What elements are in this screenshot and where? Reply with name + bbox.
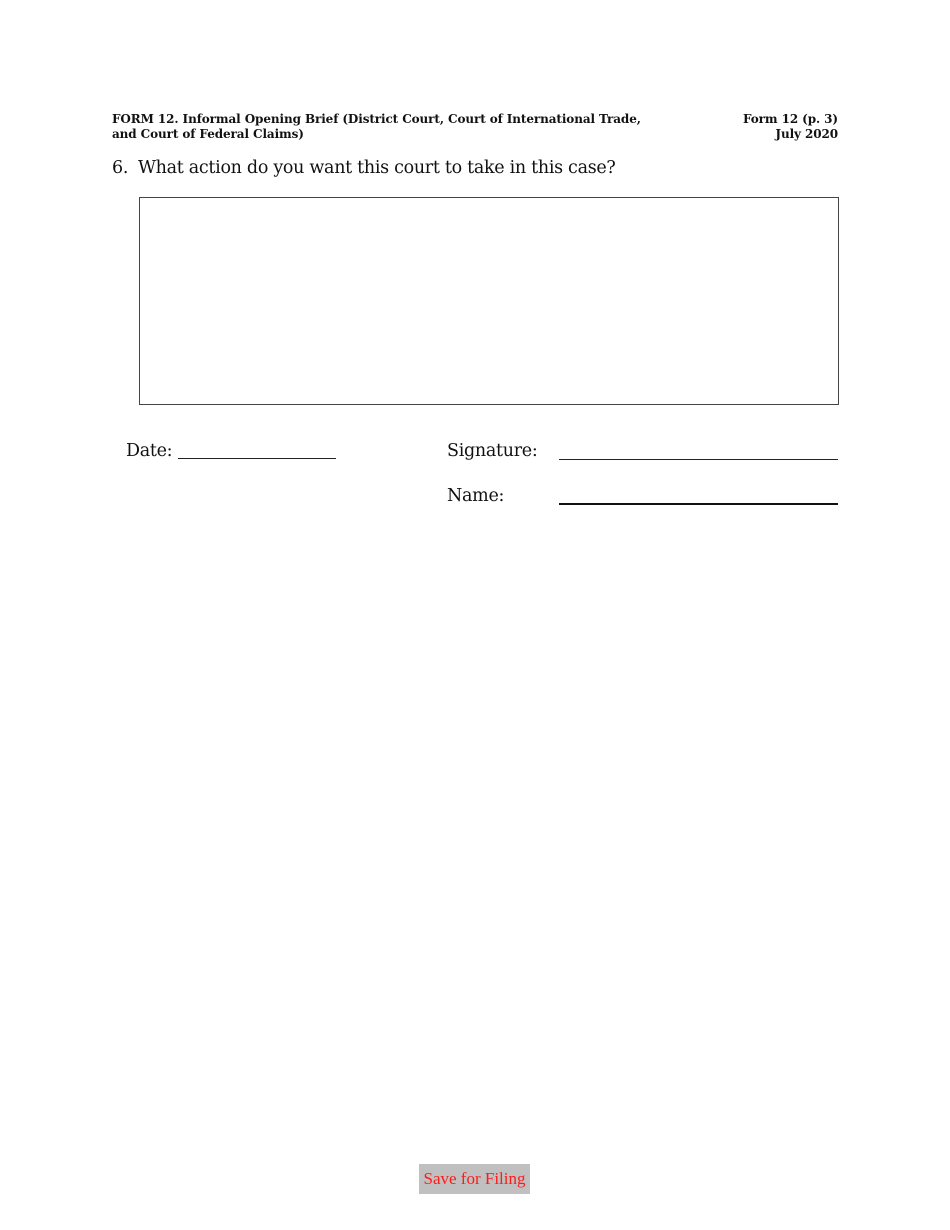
form-title-line-2: and Court of Federal Claims) bbox=[112, 127, 304, 141]
save-for-filing-button[interactable]: Save for Filing bbox=[419, 1164, 530, 1194]
signature-label: Signature: bbox=[447, 441, 538, 461]
form-title-header bbox=[112, 112, 641, 142]
form-title-line-1: FORM 12. Informal Opening Brief (District Court, Court of International Trade, bbox=[112, 112, 641, 126]
name-field[interactable] bbox=[559, 483, 838, 505]
name-label: Name: bbox=[447, 486, 505, 506]
form-page-info bbox=[743, 112, 838, 142]
date-label: Date: bbox=[126, 441, 173, 461]
question-text: What action do you want this court to take in this case? bbox=[138, 158, 616, 178]
question-number: 6. bbox=[112, 158, 129, 178]
requested-action-textarea[interactable] bbox=[139, 197, 839, 405]
date-field[interactable] bbox=[178, 438, 336, 459]
form-revision-date: July 2020 bbox=[775, 127, 838, 141]
form-page-number: Form 12 (p. 3) bbox=[743, 112, 838, 126]
question-6 bbox=[112, 157, 616, 179]
signature-field[interactable] bbox=[559, 439, 838, 460]
